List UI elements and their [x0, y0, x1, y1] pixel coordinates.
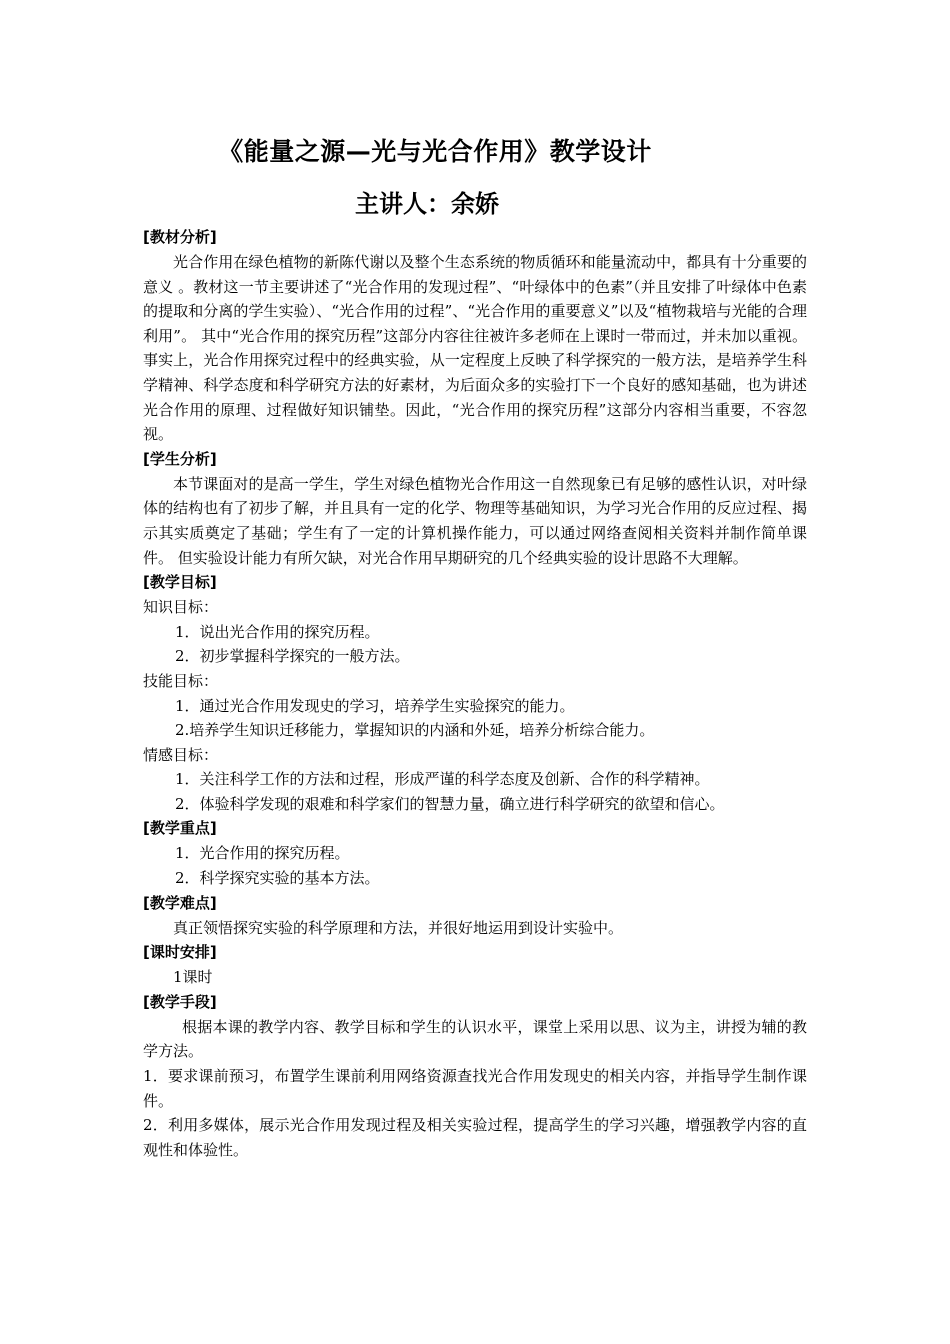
- difficulty-text: 真正领悟探究实验的科学原理和方法，并很好地运用到设计实验中。: [173, 918, 624, 937]
- knowledge-goals-label: 知识目标：: [143, 598, 219, 617]
- emotion-goal-item: 1．关注科学工作的方法和过程，形成严谨的科学态度及创新、合作的科学精神。: [175, 770, 710, 789]
- heading-textbook-analysis: [教材分析]: [143, 228, 217, 246]
- skill-goal-item: 1．通过光合作用发现史的学习，培养学生实验探究的能力。: [175, 696, 575, 715]
- speaker-line: 主讲人：余娇: [355, 190, 499, 218]
- knowledge-goal-item: 2．初步掌握科学探究的一般方法。: [175, 647, 410, 666]
- heading-teaching-means: [教学手段]: [143, 992, 217, 1011]
- heading-difficulty: [教学难点]: [143, 893, 217, 912]
- heading-key-points: [教学重点]: [143, 819, 217, 838]
- skill-goals-label: 技能目标：: [143, 671, 219, 690]
- teaching-means-item: 2．利用多媒体，展示光合作用发现过程及相关实验过程，提高学生的学习兴趣，增强教学内容的直观性和体验性。: [143, 1116, 807, 1159]
- heading-schedule: [课时安排]: [143, 943, 217, 962]
- document-body: [143, 225, 807, 1162]
- teaching-means-text: 根据本课的教学内容、教学目标和学生的认识水平，课堂上采用以思、议为主，讲授为辅的教学方法。: [143, 1017, 807, 1061]
- schedule-text: 1课时: [173, 968, 213, 987]
- textbook-analysis-text: 光合作用在绿色植物的新陈代谢以及整个生态系统的物质循环和能量流动中，都具有十分重要的意义 。教材这一节主要讲述了“光合作用的发现过程”、“叶绿体中的色素”（并且安排了叶绿体中色素的提取和分离的学生实验）、“光合作用的过程”、“光合作用的重要意义”以及“植物栽培与光能的合理利用”。 其中“光合作用的探究历程”这部分内容往往被许多老师在上课时一带而过，并未加以重视。事实上，光合作用探究过程中的经典实验，从一定程度上反映了科学探究的一般方法，是培养学生科学精神、科学态度和科学研究方法的好素材，为后面众多的实验打下一个良好的感知基础，也为讲述光合作用的原理、过程做好知识铺垫。因此，“光合作用的探究历程”这部分内容相当重要，不容忽视。: [143, 253, 807, 444]
- skill-goal-item: 2.培养学生知识迁移能力，掌握知识的内涵和外延，培养分析综合能力。: [175, 721, 655, 740]
- emotion-goal-item: 2．体验科学发现的艰难和科学家们的智慧力量，确立进行科学研究的欲望和信心。: [175, 794, 725, 813]
- key-point-item: 2．科学探究实验的基本方法。: [175, 869, 380, 888]
- heading-teaching-goals: [教学目标]: [143, 573, 217, 592]
- key-point-item: 1．光合作用的探究历程。: [175, 844, 350, 863]
- teaching-means-item: 1．要求课前预习，布置学生课前利用网络资源查找光合作用发现史的相关内容，并指导学生制作课件。: [143, 1067, 807, 1110]
- document-title: 《能量之源—光与光合作用》教学设计: [218, 137, 652, 166]
- emotion-goals-label: 情感目标：: [143, 745, 219, 764]
- student-analysis-text: 本节课面对的是高一学生，学生对绿色植物光合作用这一自然现象已有足够的感性认识，对叶绿体的结构也有了初步了解，并且具有一定的化学、物理等基础知识，为学习光合作用的反应过程、揭示其实质奠定了基础；学生有了一定的计算机操作能力，可以通过网络查阅相关资料并制作简单课件。 但实验设计能力有所欠缺，对光合作用早期研究的几个经典实验的设计思路不大理解。: [143, 474, 807, 567]
- heading-student-analysis: [学生分析]: [143, 449, 217, 468]
- knowledge-goal-item: 1．说出光合作用的探究历程。: [175, 622, 380, 641]
